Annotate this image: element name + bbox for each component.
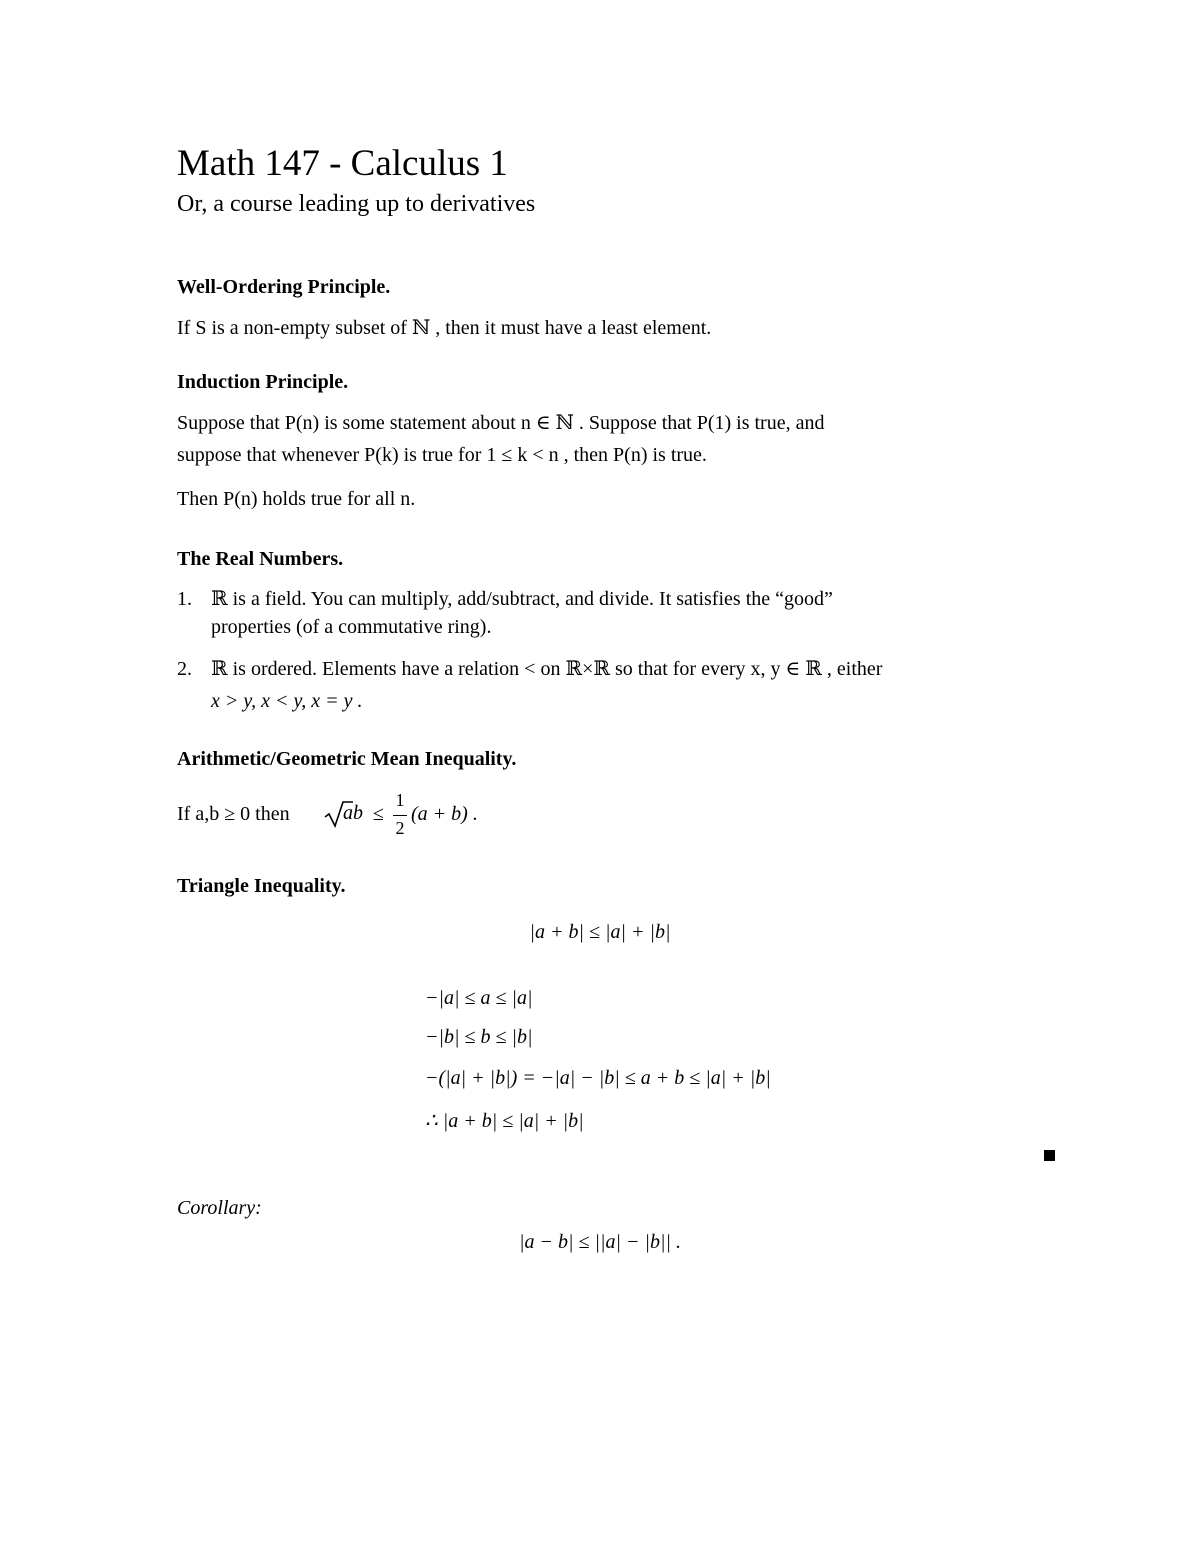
- amgm-suffix: (a + b) .: [411, 803, 478, 825]
- list-number-1: 1.: [177, 588, 192, 610]
- well-ordering-heading: Well-Ordering Principle.: [177, 276, 391, 298]
- well-ordering-text: If S is a non-empty subset of ℕ , then it must have a least element.: [177, 317, 712, 339]
- induction-heading: Induction Principle.: [177, 371, 349, 393]
- proof-line-2: −|b| ≤ b ≤ |b|: [425, 1026, 533, 1048]
- list-item-1-line-1: ℝ is a field. You can multiply, add/subtract, and divide. It satisfies the “good”: [211, 588, 833, 610]
- amgm-heading: Arithmetic/Geometric Mean Inequality.: [177, 748, 517, 770]
- induction-line-1: Suppose that P(n) is some statement about n ∈ ℕ . Suppose that P(1) is true, and: [177, 412, 825, 434]
- list-item-1-line-2: properties (of a commutative ring).: [211, 616, 492, 638]
- radicand: ab: [343, 802, 363, 824]
- page-subtitle: Or, a course leading up to derivatives: [177, 191, 536, 217]
- list-number-2: 2.: [177, 658, 192, 680]
- amgm-leq: ≤: [373, 803, 384, 825]
- triangle-main-equation: |a + b| ≤ |a| + |b|: [529, 921, 671, 943]
- corollary-equation: |a − b| ≤ ||a| − |b|| .: [519, 1231, 681, 1253]
- induction-line-3: Then P(n) holds true for all n.: [177, 488, 416, 510]
- fraction-denominator: 2: [395, 818, 405, 838]
- corollary-label: Corollary:: [177, 1197, 262, 1219]
- triangle-heading: Triangle Inequality.: [177, 875, 346, 897]
- amgm-prefix: If a,b ≥ 0 then: [177, 803, 290, 825]
- qed-square-icon: [1044, 1150, 1055, 1161]
- proof-line-1: −|a| ≤ a ≤ |a|: [425, 987, 533, 1009]
- list-item-2-line-1: ℝ is ordered. Elements have a relation < on ℝ×ℝ so that for every x, y ∈ ℝ , either: [211, 658, 883, 680]
- fraction-bar: [393, 815, 407, 816]
- page-title: Math 147 - Calculus 1: [177, 143, 508, 184]
- list-item-2-line-2: x > y, x < y, x = y .: [211, 690, 363, 712]
- induction-line-2: suppose that whenever P(k) is true for 1 ≤ k < n , then P(n) is true.: [177, 444, 707, 466]
- fraction-numerator: 1: [395, 790, 405, 810]
- proof-line-4: ∴ |a + b| ≤ |a| + |b|: [425, 1110, 584, 1132]
- real-numbers-heading: The Real Numbers.: [177, 548, 344, 570]
- proof-line-3: −(|a| + |b|) = −|a| − |b| ≤ a + b ≤ |a| + |b|: [425, 1067, 771, 1089]
